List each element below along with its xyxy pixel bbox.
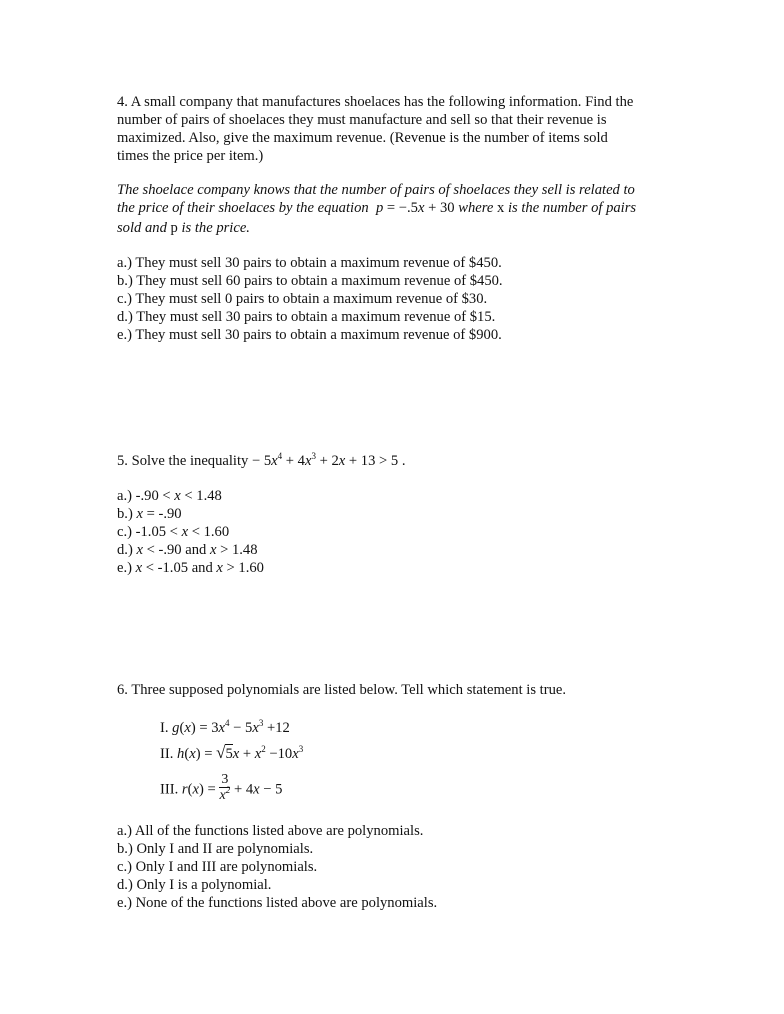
q4-choice-e: e.) They must sell 30 pairs to obtain a maximum revenue of $900.	[117, 327, 502, 343]
q6-choice-b: b.) Only I and II are polynomials.	[117, 841, 314, 857]
radical-sign: √	[216, 743, 226, 762]
q5-choice-c: c.) -1.05 < x < 1.60	[117, 524, 230, 540]
q4-choice-d: d.) They must sell 30 pairs to obtain a maximum revenue of $15.	[117, 309, 496, 325]
q6-choice-e: e.) None of the functions listed above are polynomials.	[117, 895, 438, 911]
q4-info-line-2: the price of their shoelaces by the equation p = −.5x + 30 where x is the number of pairs	[117, 200, 637, 216]
fraction: $\frac{3}{x^2}$	[219, 772, 231, 803]
q4-stem-line-2: number of pairs of shoelaces they must manufacture and sell so that their revenue is	[117, 112, 607, 128]
q6-choice-a: a.) All of the functions listed above are polynomials.	[117, 823, 424, 839]
q5-choice-b: b.) x = -.90	[117, 506, 182, 522]
price-variable: p	[375, 200, 384, 216]
q6-function-i: I. $g(x) = 3x^4 - 5x^3 +12$	[160, 718, 290, 736]
q4-info-line-1: The shoelace company knows that the number of pairs of shoelaces they sell is related to	[117, 182, 635, 198]
q5-choice-d: d.) x < -.90 and x > 1.48	[117, 542, 258, 558]
q4-stem-line-1: 4. A small company that manufactures shoelaces has the following information. Find the	[117, 94, 634, 110]
q6-function-iii: III. r(x) = $\frac{3}{x^2}$ + 4x − 5	[160, 772, 283, 803]
q5-stem: 5. Solve the inequality − $5x^4 + 4x^3 + 2x + 13 > 5$ .	[117, 451, 406, 469]
q4-choice-a: a.) They must sell 30 pairs to obtain a maximum revenue of $450.	[117, 255, 502, 271]
q4-choice-c: c.) They must sell 0 pairs to obtain a maximum revenue of $30.	[117, 291, 488, 307]
q6-choice-c: c.) Only I and III are polynomials.	[117, 859, 318, 875]
q4-info-line-3: sold and p is the price.	[117, 220, 250, 236]
q4-choice-b: b.) They must sell 60 pairs to obtain a maximum revenue of $450.	[117, 273, 503, 289]
q4-stem-line-4: times the price per item.)	[117, 148, 264, 164]
q6-function-ii: II. $h(x) = √5x + x^2 -10x^3$	[160, 743, 304, 762]
q6-stem: 6. Three supposed polynomials are listed below. Tell which statement is true.	[117, 682, 566, 698]
q6-choice-d: d.) Only I is a polynomial.	[117, 877, 272, 893]
q5-choice-e: e.) x < -1.05 and x > 1.60	[117, 560, 264, 576]
q4-stem-line-3: maximized. Also, give the maximum revenue. (Revenue is the number of items sold	[117, 130, 608, 146]
q5-choice-a: a.) -.90 < x < 1.48	[117, 488, 222, 504]
q5-inequality: − $5x^4 + 4x^3 + 2x + 13 > 5$	[251, 451, 399, 469]
